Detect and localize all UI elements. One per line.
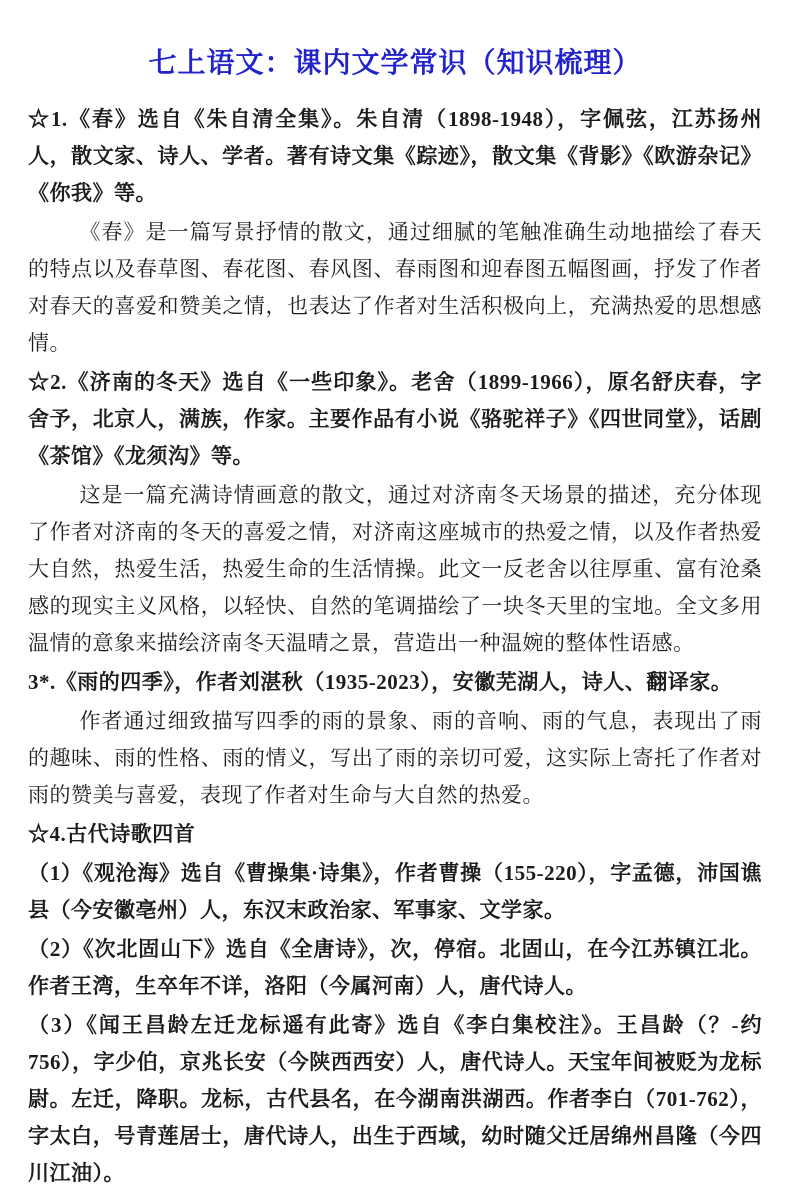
poem-3-wenwangchangling: （3）《闻王昌龄左迁龙标遥有此寄》选自《李白集校注》。王昌龄（？-约756），字少伯，京兆长安（今陕西西安）人，唐代诗人。天宝年间被贬为龙标尉。左迁，降职。龙标，古代县名，在今湖南洪湖西。作者李白（701-762），字太白，号青莲居士，唐代诗人，出生于西域，幼时随父迁居绵州昌隆（今四川江油）。 bbox=[28, 1012, 762, 1185]
document-body bbox=[28, 101, 762, 1192]
page-title: 七上语文：课内文学常识（知识梳理） bbox=[148, 48, 642, 79]
entry-3-rain-four-seasons: 3*.《雨的四季》，作者刘湛秋（1935-2023），安徽芜湖人，诗人、翻译家。 bbox=[28, 669, 733, 694]
analysis-rain-four-seasons: 作者通过细致描写四季的雨的景象、雨的音响、雨的气息，表现出了雨的趣味、雨的性格、雨的情义，写出了雨的亲切可爱，这实际上寄托了作者对雨的赞美与喜爱，表现了作者对生命与大自然的热爱。 bbox=[28, 708, 762, 807]
entry-4-ancient-poems: ☆4.古代诗歌四首 bbox=[28, 821, 196, 846]
poem-2-cibeigushanxia: （2）《次北固山下》选自《全唐诗》，次，停宿。北固山，在今江苏镇江北。作者王湾，生卒年不详，洛阳（今属河南）人，唐代诗人。 bbox=[28, 936, 762, 998]
analysis-chun: 《春》是一篇写景抒情的散文，通过细腻的笔触准确生动地描绘了春天的特点以及春草图、春花图、春风图、春雨图和迎春图五幅图画，抒发了作者对春天的喜爱和赞美之情，也表达了作者对生活积极向上，充满热爱的思想感情。 bbox=[28, 219, 762, 355]
analysis-jinan-winter: 这是一篇充满诗情画意的散文，通过对济南冬天场景的描述，充分体现了作者对济南的冬天的喜爱之情，对济南这座城市的热爱之情，以及作者热爱大自然，热爱生活，热爱生命的生活情操。此文一反老舍以往厚重、富有沧桑感的现实主义风格，以轻快、自然的笔调描绘了一块冬天里的宝地。全文多用温情的意象来描绘济南冬天温晴之景，营造出一种温婉的整体性语感。 bbox=[28, 482, 762, 655]
entry-1-chun: ☆1.《春》选自《朱自清全集》。朱自清（1898-1948），字佩弦，江苏扬州人，散文家、诗人、学者。著有诗文集《踪迹》，散文集《背影》《欧游杂记》《你我》等。 bbox=[28, 106, 762, 205]
entry-2-jinan-winter: ☆2.《济南的冬天》选自《一些印象》。老舍（1899-1966），原名舒庆春，字舍予，北京人，满族，作家。主要作品有小说《骆驼祥子》《四世同堂》，话剧《茶馆》《龙须沟》等。 bbox=[28, 369, 762, 468]
poem-1-guancanghai: （1）《观沧海》选自《曹操集·诗集》，作者曹操（155-220），字孟德，沛国谯县（今安徽亳州）人，东汉末政治家、军事家、文学家。 bbox=[28, 860, 762, 922]
